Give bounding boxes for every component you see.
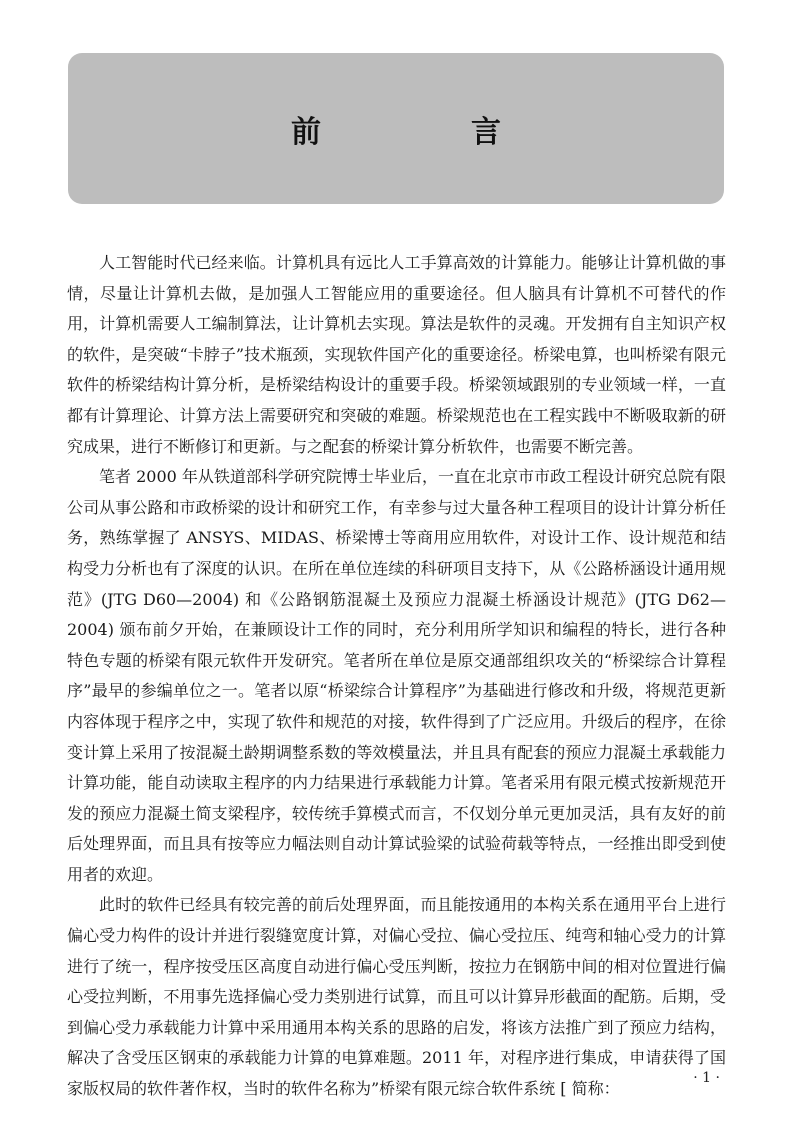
paragraph: 笔者 2000 年从铁道部科学研究院博士毕业后，一直在北京市市政工程设计研究总院有限公司从事公路和市政桥梁的设计和研究工作，有幸参与过大量各种工程项目的设计计算分析任务，熟练掌握了 ANSYS、MIDAS、桥梁博士等商用应用软件，对设计工作、设计规范和结构受力分析也有了深度的认识。在所在单位连续的科研项目支持下，从《公路桥涵设计通用规范》(JTG D60—2004) 和《公路钢筋混凝土及预应力混凝土桥涵设计规范》(JTG D62—2004) 颁布前夕开始，在兼顾设计工作的同时，充分利用所学知识和编程的特长，进行各种特色专题的桥梁有限元软件开发研究。笔者所在单位是原交通部组织攻关的“桥梁综合计算程序”最早的参编单位之一。笔者以原“桥梁综合计算程序”为基础进行修改和升级，将规范更新内容体现于程序之中，实现了软件和规范的对接，软件得到了广泛应用。升级后的程序，在徐变计算上采用了按混凝土龄期调整系数的等效模量法，并且具有配套的预应力混凝土承载能力计算功能，能自动读取主程序的内力结果进行承载能力计算。笔者采用有限元模式按新规范开发的预应力混凝土简支梁程序，较传统手算模式而言，不仅划分单元更加灵活，具有友好的前后处理界面，而且具有按等应力幅法则自动计算试验梁的试验荷载等特点，一经推出即受到使用者的欢迎。 [67, 467, 726, 884]
preface-body [67, 248, 726, 1105]
chapter-title: 前 言 [291, 114, 561, 150]
paragraph: 此时的软件已经具有较完善的前后处理界面，而且能按通用的本构关系在通用平台上进行偏心受力构件的设计并进行裂缝宽度计算，对偏心受拉、偏心受拉压、纯弯和轴心受力的计算进行了统一，程序按受压区高度自动进行偏心受压判断，按拉力在钢筋中间的相对位置进行偏心受拉判断，不用事先选择偏心受力类别进行试算，而且可以计算异形截面的配筋。后期，受到偏心受力承载能力计算中采用通用本构关系的思路的启发，将该方法推广到了预应力结构，解决了含受压区钢束的承载能力计算的电算难题。2011 年，对程序进行集成，申请获得了国家版权局的软件著作权，当时的软件名称为”桥梁有限元综合软件系统 [ 简称： [67, 895, 726, 1099]
paragraph: 人工智能时代已经来临。计算机具有远比人工手算高效的计算能力。能够让计算机做的事情，尽量让计算机去做，是加强人工智能应用的重要途径。但人脑具有计算机不可替代的作用，计算机需要人工编制算法，让计算机去实现。算法是软件的灵魂。开发拥有自主知识产权的软件，是突破“卡脖子”技术瓶颈，实现软件国产化的重要途径。桥梁电算，也叫桥梁有限元软件的桥梁结构计算分析，是桥梁结构设计的重要手段。桥梁领域跟别的专业领域一样，一直都有计算理论、计算方法上需要研究和突破的难题。桥梁规范也在工程实践中不断吸取新的研究成果，进行不断修订和更新。与之配套的桥梁计算分析软件，也需要不断完善。 [67, 253, 726, 456]
page-number: · 1 · [693, 1070, 720, 1086]
chapter-title-banner [68, 53, 724, 204]
